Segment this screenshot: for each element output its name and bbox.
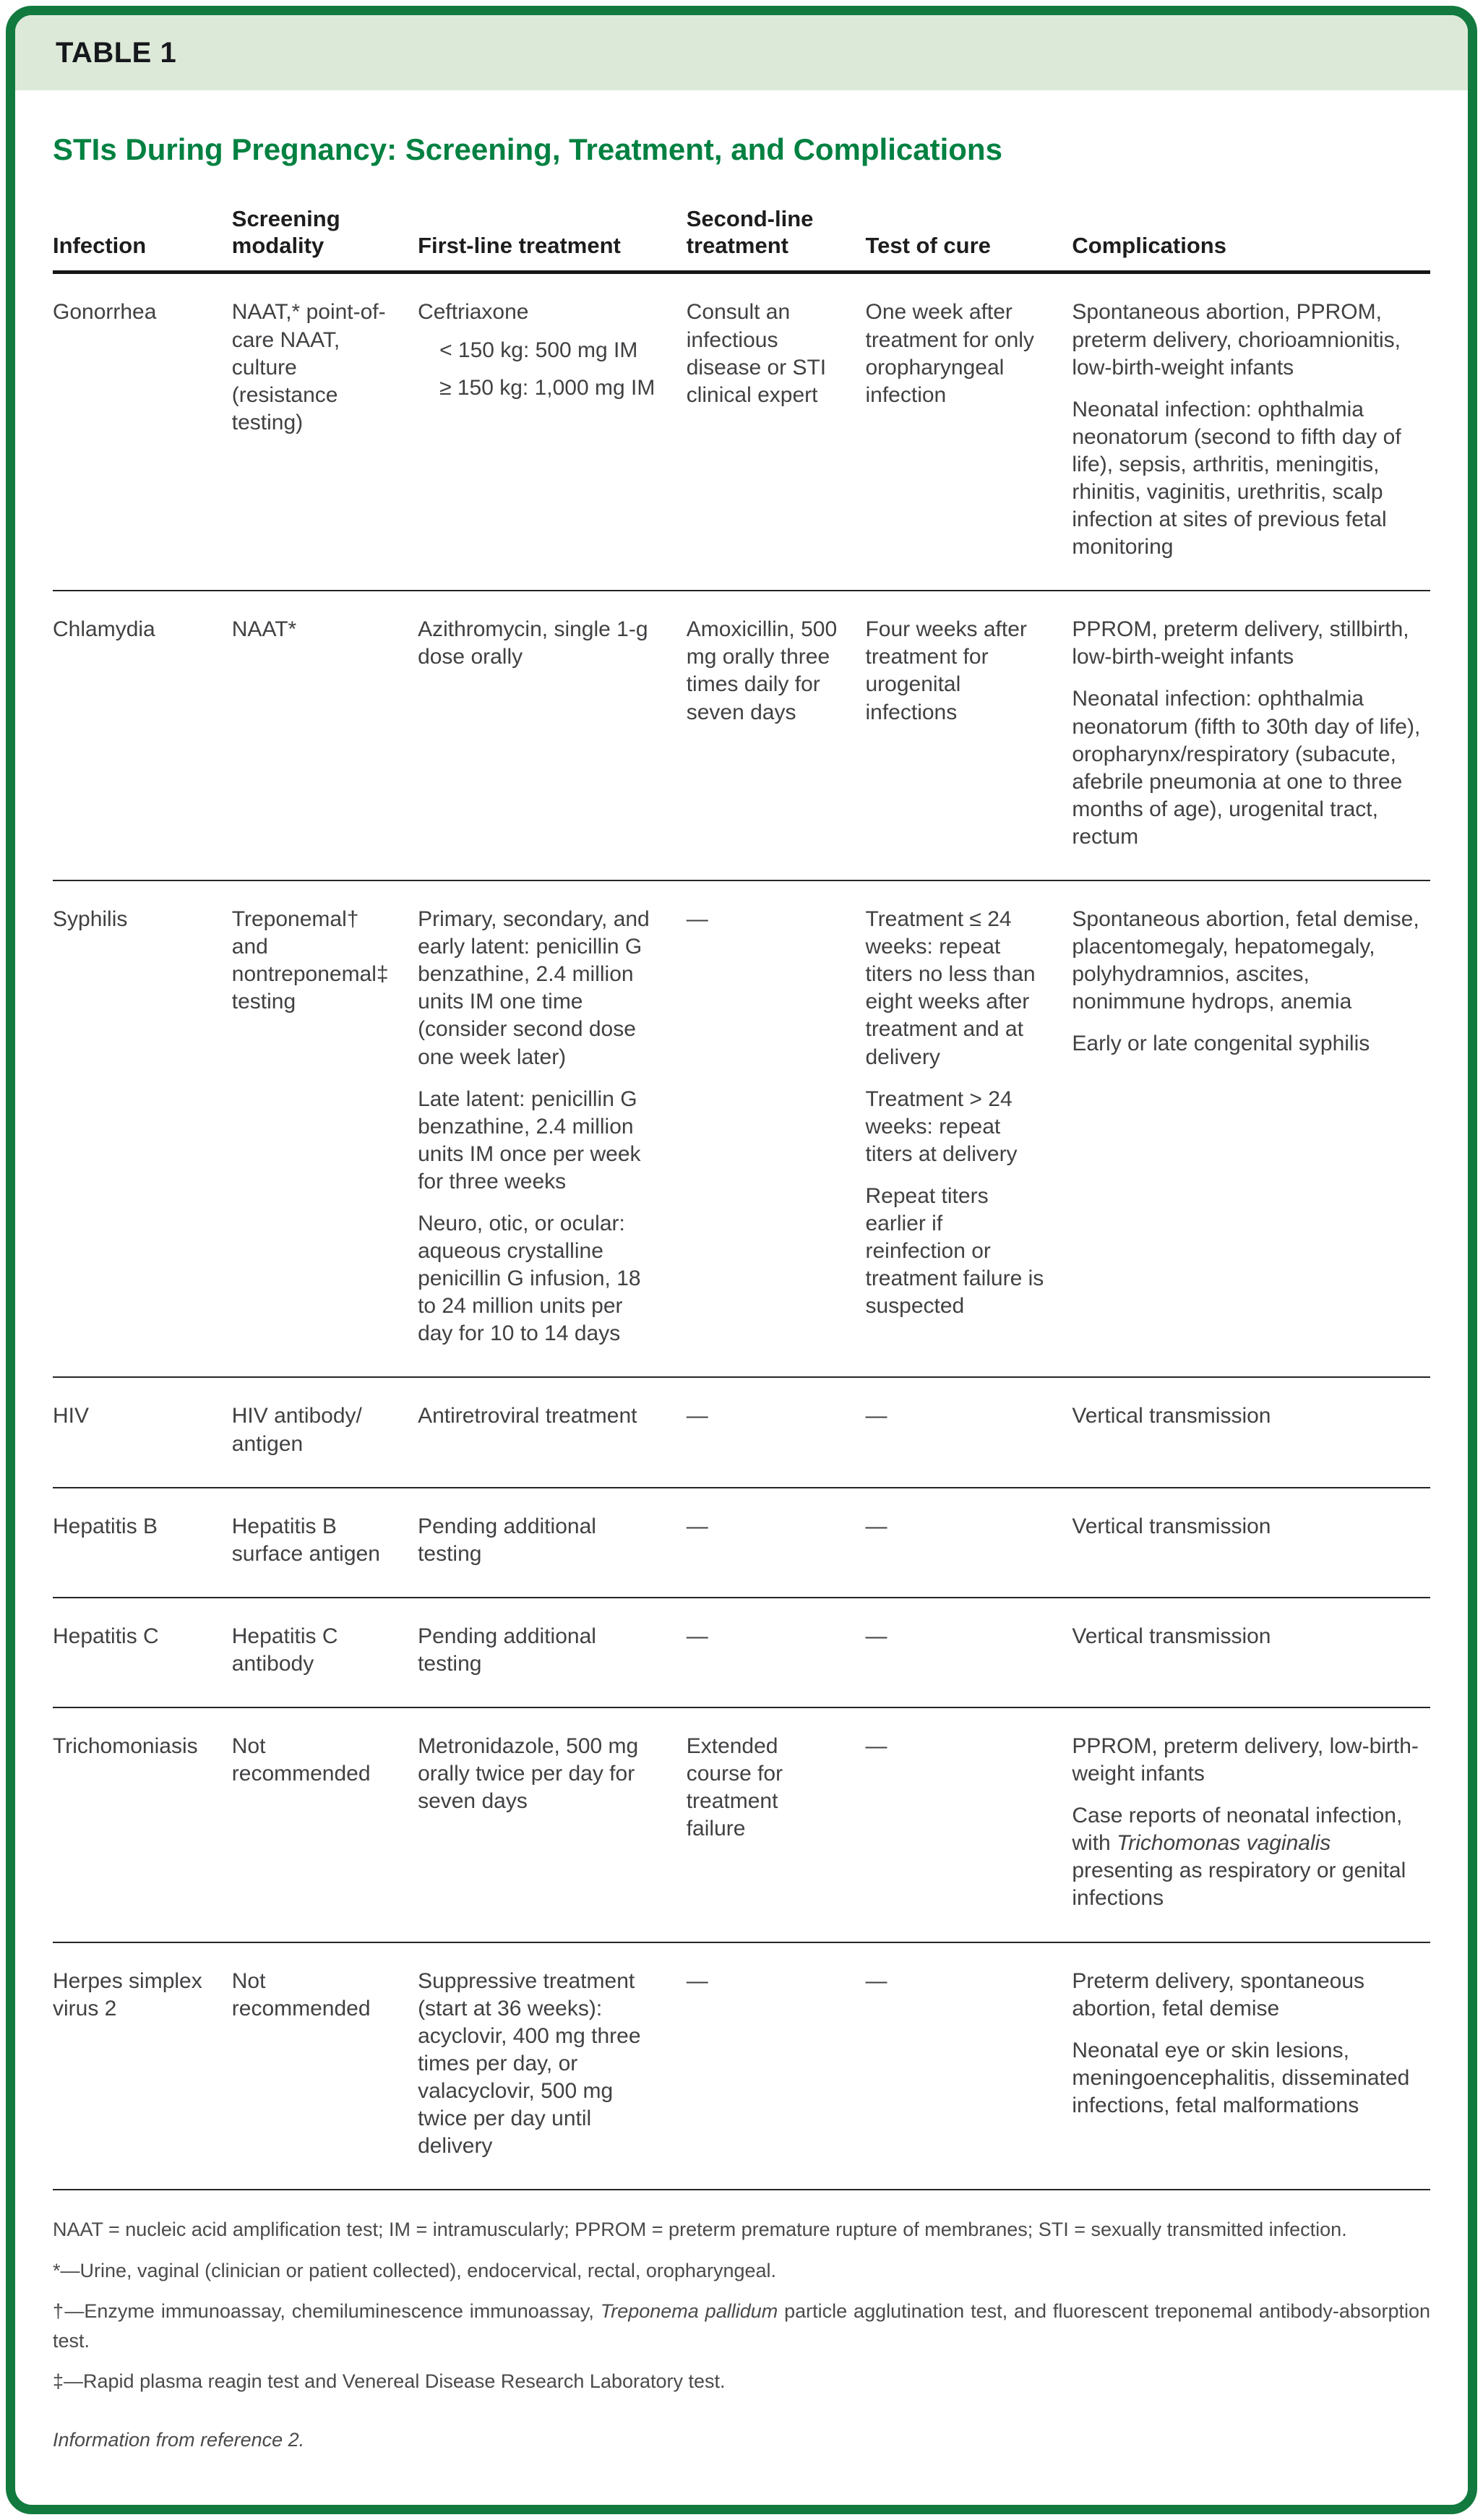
text-run: ‡—Rapid plasma reagin test and Venereal Disease Research Laboratory test.	[53, 2370, 726, 2393]
text-run: NAAT,* point-of-care NAAT, culture (resistance testing)	[231, 300, 386, 434]
text-run: Extended course for treatment failure	[686, 1734, 783, 1841]
cell-paragraph	[418, 1402, 662, 1430]
text-run: Pending additional testing	[418, 1624, 596, 1676]
cell-paragraph	[232, 616, 393, 643]
text-run: Not recommended	[231, 1734, 371, 1786]
text-run: Hepatitis C	[53, 1624, 159, 1648]
cell-second_line	[687, 1598, 866, 1707]
cell-paragraph	[1072, 1030, 1427, 1058]
cell-paragraph	[1072, 1733, 1427, 1788]
text-run: PPROM, preterm delivery, stillbirth, low-birth-weight infants	[1072, 617, 1409, 669]
table-header	[53, 177, 1430, 273]
cell-paragraph	[687, 299, 841, 408]
text-run: Hepatitis B surface antigen	[231, 1514, 380, 1566]
table-banner	[15, 15, 1468, 90]
cell-paragraph	[687, 906, 841, 933]
text-run: Syphilis	[53, 907, 128, 932]
cell-test_of_cure	[865, 1488, 1072, 1598]
page-title: STIs During Pregnancy: Screening, Treatment, and Complications	[53, 132, 1002, 166]
text-run: †—Enzyme immunoassay, chemiluminescence immunoassay,	[53, 2300, 601, 2323]
text-run: Repeat titers earlier if reinfection or treatment failure is suspected	[865, 1183, 1044, 1319]
cell-paragraph	[865, 906, 1047, 1071]
text-run: PPROM, preterm delivery, low-birth-weight infants	[1072, 1734, 1419, 1786]
cell-test_of_cure	[865, 591, 1072, 880]
cell-second_line	[687, 880, 866, 1377]
cell-screening	[232, 591, 418, 880]
cell-paragraph	[865, 1513, 1047, 1540]
cell-screening	[232, 1488, 418, 1598]
cell-paragraph	[1072, 299, 1427, 381]
cell-paragraph	[418, 1968, 662, 2161]
text-run: Treatment ≤ 24 weeks: repeat titers no less than eight weeks after treatment and at delivery	[865, 907, 1036, 1069]
text-run: HIV antibody/ antigen	[231, 1404, 362, 1456]
text-run: Neonatal infection: ophthalmia neonatorum (second to fifth day of life), sepsis, arthritis, meningitis, rhinitis, vaginitis, urethritis, scalp infection at sites of previous fetal monitoring	[1072, 397, 1401, 560]
cell-test_of_cure	[865, 1707, 1072, 1942]
cell-paragraph	[418, 1513, 662, 1568]
cell-paragraph	[418, 906, 662, 1071]
cell-screening	[232, 1377, 418, 1487]
table-row	[53, 880, 1430, 1377]
text-run: Ceftriaxone	[418, 300, 529, 325]
table-card	[6, 6, 1477, 2514]
text-run: Case reports of neonatal infection, with	[1072, 1804, 1403, 1856]
cell-infection	[53, 1377, 232, 1487]
cell-complications	[1072, 591, 1430, 880]
cell-test_of_cure	[865, 1942, 1072, 2190]
cell-paragraph	[1072, 685, 1427, 851]
text-run: Vertical transmission	[1072, 1404, 1271, 1428]
text-run: Spontaneous abortion, fetal demise, placentomegaly, hepatomegaly, polyhydramnios, ascites, nonimmune hydrops, anemia	[1072, 907, 1419, 1014]
sti-table	[53, 177, 1430, 2190]
text-run: Vertical transmission	[1072, 1514, 1271, 1538]
text-run: Neuro, otic, or ocular: aqueous crystalline penicillin G infusion, 18 to 24 million units per day for 10 to 14 days	[418, 1211, 641, 1346]
table-row	[53, 273, 1430, 591]
text-run: Primary, secondary, and early latent: penicillin G benzathine, 2.4 million units IM one time (consider second dose one week later)	[418, 907, 650, 1069]
cell-paragraph	[1072, 1623, 1427, 1650]
text-run: —	[686, 1404, 708, 1428]
cell-paragraph	[865, 1968, 1047, 1995]
text-run: Azithromycin, single 1-g dose orally	[418, 617, 648, 669]
text-run: One week after treatment for only oropharyngeal infection	[865, 300, 1034, 407]
cell-second_line	[687, 1942, 866, 2190]
cell-paragraph	[865, 1623, 1047, 1650]
text-run: Herpes simplex virus 2	[53, 1968, 202, 2020]
cell-paragraph	[53, 1733, 207, 1760]
cell-complications	[1072, 1942, 1430, 2190]
cell-complications	[1072, 1707, 1430, 1942]
footnote	[53, 2297, 1430, 2355]
cell-paragraph	[1072, 1402, 1427, 1430]
text-run: —	[686, 1624, 708, 1648]
cell-paragraph	[1072, 616, 1427, 671]
cell-paragraph	[1072, 906, 1427, 1016]
cell-paragraph	[232, 1402, 393, 1457]
column-header: Screening modality	[232, 177, 418, 273]
cell-screening	[232, 1942, 418, 2190]
cell-paragraph	[53, 1513, 207, 1540]
text-run: Consult an infectious disease or STI clinical expert	[686, 300, 827, 407]
cell-complications	[1072, 1488, 1430, 1598]
cell-paragraph	[865, 1086, 1047, 1168]
header-row	[53, 177, 1430, 273]
text-run: NAAT*	[231, 617, 297, 642]
text-run: Neonatal eye or skin lesions, meningoencephalitis, disseminated infections, fetal malformations	[1072, 2038, 1410, 2117]
cell-first_line	[418, 591, 687, 880]
cell-screening	[232, 273, 418, 591]
text-run: presenting as respiratory or genital infections	[1072, 1859, 1406, 1911]
text-run: Four weeks after treatment for urogenital infections	[865, 617, 1027, 724]
cell-paragraph	[232, 1623, 393, 1678]
cell-paragraph	[687, 1968, 841, 1995]
column-header: Second-line treatment	[687, 177, 866, 273]
cell-infection	[53, 1598, 232, 1707]
column-header: First-line treatment	[418, 177, 687, 273]
text-run: Information from reference 2.	[53, 2428, 305, 2451]
cell-infection	[53, 1488, 232, 1598]
text-run: Treatment > 24 weeks: repeat titers at delivery	[865, 1087, 1018, 1166]
italic-text: Trichomonas vaginalis	[1117, 1831, 1331, 1856]
cell-paragraph	[418, 616, 662, 671]
cell-paragraph	[418, 1733, 662, 1815]
table-row	[53, 1488, 1430, 1598]
cell-paragraph	[687, 1513, 841, 1540]
text-run: Gonorrhea	[53, 300, 157, 325]
cell-test_of_cure	[865, 273, 1072, 591]
text-run: —	[865, 1514, 887, 1538]
text-run: Hepatitis B	[53, 1514, 158, 1538]
cell-paragraph	[418, 1086, 662, 1196]
cell-screening	[232, 880, 418, 1377]
column-header: Complications	[1072, 177, 1430, 273]
footnotes	[53, 2215, 1430, 2454]
cell-infection	[53, 880, 232, 1377]
cell-first_line	[418, 1377, 687, 1487]
cell-paragraph	[865, 1402, 1047, 1430]
cell-paragraph	[232, 299, 393, 436]
cell-first_line	[418, 880, 687, 1377]
text-run: NAAT = nucleic acid amplification test; IM = intramuscularly; PPROM = preterm premature rupture of membranes; STI = sexually transmitted infection.	[53, 2219, 1347, 2241]
cell-paragraph	[418, 299, 662, 326]
cell-paragraph	[865, 1183, 1047, 1320]
cell-paragraph	[865, 616, 1047, 726]
table-content	[15, 132, 1468, 2505]
text-run: < 150 kg: 500 mg IM	[439, 338, 638, 362]
cell-infection	[53, 1942, 232, 2190]
cell-paragraph	[53, 1968, 207, 2023]
text-run: —	[865, 1624, 887, 1648]
text-run: particle agglutination test, and fluorescent treponemal antibody-absorption test.	[53, 2300, 1431, 2352]
italic-text: Treponema pallidum	[600, 2300, 778, 2323]
cell-second_line	[687, 273, 866, 591]
cell-paragraph	[232, 1733, 393, 1788]
text-run: Early or late congenital syphilis	[1072, 1032, 1370, 1056]
table-tag: TABLE 1	[56, 36, 177, 69]
cell-second_line	[687, 1488, 866, 1598]
cell-paragraph	[53, 906, 207, 933]
text-run: Not recommended	[231, 1968, 371, 2020]
text-run: —	[865, 1734, 887, 1759]
table-row	[53, 1707, 1430, 1942]
cell-paragraph	[418, 374, 662, 402]
cell-paragraph	[865, 1733, 1047, 1760]
text-run: Suppressive treatment (start at 36 weeks): acyclovir, 400 mg three times per day, or valacyclovir, 500 mg twice per day until delivery	[418, 1968, 641, 2159]
text-run: Spontaneous abortion, PPROM, preterm delivery, chorioamnionitis, low-birth-weight infants	[1072, 300, 1401, 380]
footnote	[53, 2425, 1430, 2455]
text-run: Hepatitis C antibody	[231, 1624, 338, 1676]
cell-second_line	[687, 591, 866, 880]
text-run: Antiretroviral treatment	[418, 1404, 637, 1428]
text-run: Neonatal infection: ophthalmia neonatorum (fifth to 30th day of life), oropharynx/respiratory (subacute, afebrile pneumonia at one to three months of age), urogenital tract, rectum	[1072, 687, 1421, 849]
cell-paragraph	[418, 1623, 662, 1678]
text-run: Late latent: penicillin G benzathine, 2.4 million units IM once per week for three weeks	[418, 1087, 641, 1193]
text-run: Amoxicillin, 500 mg orally three times daily for seven days	[686, 617, 838, 724]
text-run: Treponemal† and nontreponemal‡ testing	[231, 907, 389, 1014]
table-body	[53, 273, 1430, 2190]
column-header: Test of cure	[865, 177, 1072, 273]
footnote	[53, 2215, 1430, 2245]
cell-test_of_cure	[865, 1598, 1072, 1707]
cell-first_line	[418, 1707, 687, 1942]
cell-paragraph	[232, 906, 393, 1016]
table-row	[53, 591, 1430, 880]
cell-second_line	[687, 1707, 866, 1942]
cell-first_line	[418, 273, 687, 591]
text-run: —	[686, 1968, 708, 1993]
text-run: HIV	[53, 1404, 90, 1428]
footnote	[53, 2367, 1430, 2396]
footnote	[53, 2256, 1430, 2286]
cell-screening	[232, 1598, 418, 1707]
cell-paragraph	[418, 1210, 662, 1347]
cell-screening	[232, 1707, 418, 1942]
text-run: Pending additional testing	[418, 1514, 596, 1566]
table-row	[53, 1377, 1430, 1487]
text-run: —	[865, 1404, 887, 1428]
text-run: Metronidazole, 500 mg orally twice per day for seven days	[418, 1734, 639, 1814]
text-run: *—Urine, vaginal (clinician or patient collected), endocervical, rectal, oropharyngeal.	[53, 2259, 777, 2281]
cell-paragraph	[53, 1402, 207, 1430]
cell-test_of_cure	[865, 1377, 1072, 1487]
cell-paragraph	[1072, 1968, 1427, 2023]
text-run: Trichomoniasis	[53, 1734, 198, 1759]
cell-paragraph	[418, 337, 662, 364]
cell-paragraph	[687, 1733, 841, 1843]
table-row	[53, 1942, 1430, 2190]
cell-first_line	[418, 1942, 687, 2190]
cell-complications	[1072, 1598, 1430, 1707]
cell-paragraph	[865, 299, 1047, 408]
text-run: Preterm delivery, spontaneous abortion, fetal demise	[1072, 1968, 1365, 2020]
cell-paragraph	[1072, 1802, 1427, 1912]
column-header: Infection	[53, 177, 232, 273]
cell-first_line	[418, 1598, 687, 1707]
cell-paragraph	[232, 1968, 393, 2023]
text-run: Vertical transmission	[1072, 1624, 1271, 1648]
cell-paragraph	[232, 1513, 393, 1568]
cell-paragraph	[1072, 396, 1427, 562]
cell-paragraph	[53, 299, 207, 326]
cell-paragraph	[687, 616, 841, 726]
table-row	[53, 1598, 1430, 1707]
cell-complications	[1072, 880, 1430, 1377]
text-run: ≥ 150 kg: 1,000 mg IM	[439, 375, 655, 400]
cell-paragraph	[1072, 1513, 1427, 1540]
cell-paragraph	[53, 1623, 207, 1650]
cell-complications	[1072, 273, 1430, 591]
cell-infection	[53, 1707, 232, 1942]
text-run: —	[865, 1968, 887, 1993]
cell-second_line	[687, 1377, 866, 1487]
cell-paragraph	[687, 1402, 841, 1430]
cell-first_line	[418, 1488, 687, 1598]
text-run: —	[686, 907, 708, 932]
text-run: —	[686, 1514, 708, 1538]
cell-paragraph	[53, 616, 207, 643]
cell-infection	[53, 591, 232, 880]
cell-infection	[53, 273, 232, 591]
text-run: Chlamydia	[53, 617, 155, 642]
cell-paragraph	[687, 1623, 841, 1650]
cell-paragraph	[1072, 2037, 1427, 2120]
cell-test_of_cure	[865, 880, 1072, 1377]
cell-complications	[1072, 1377, 1430, 1487]
